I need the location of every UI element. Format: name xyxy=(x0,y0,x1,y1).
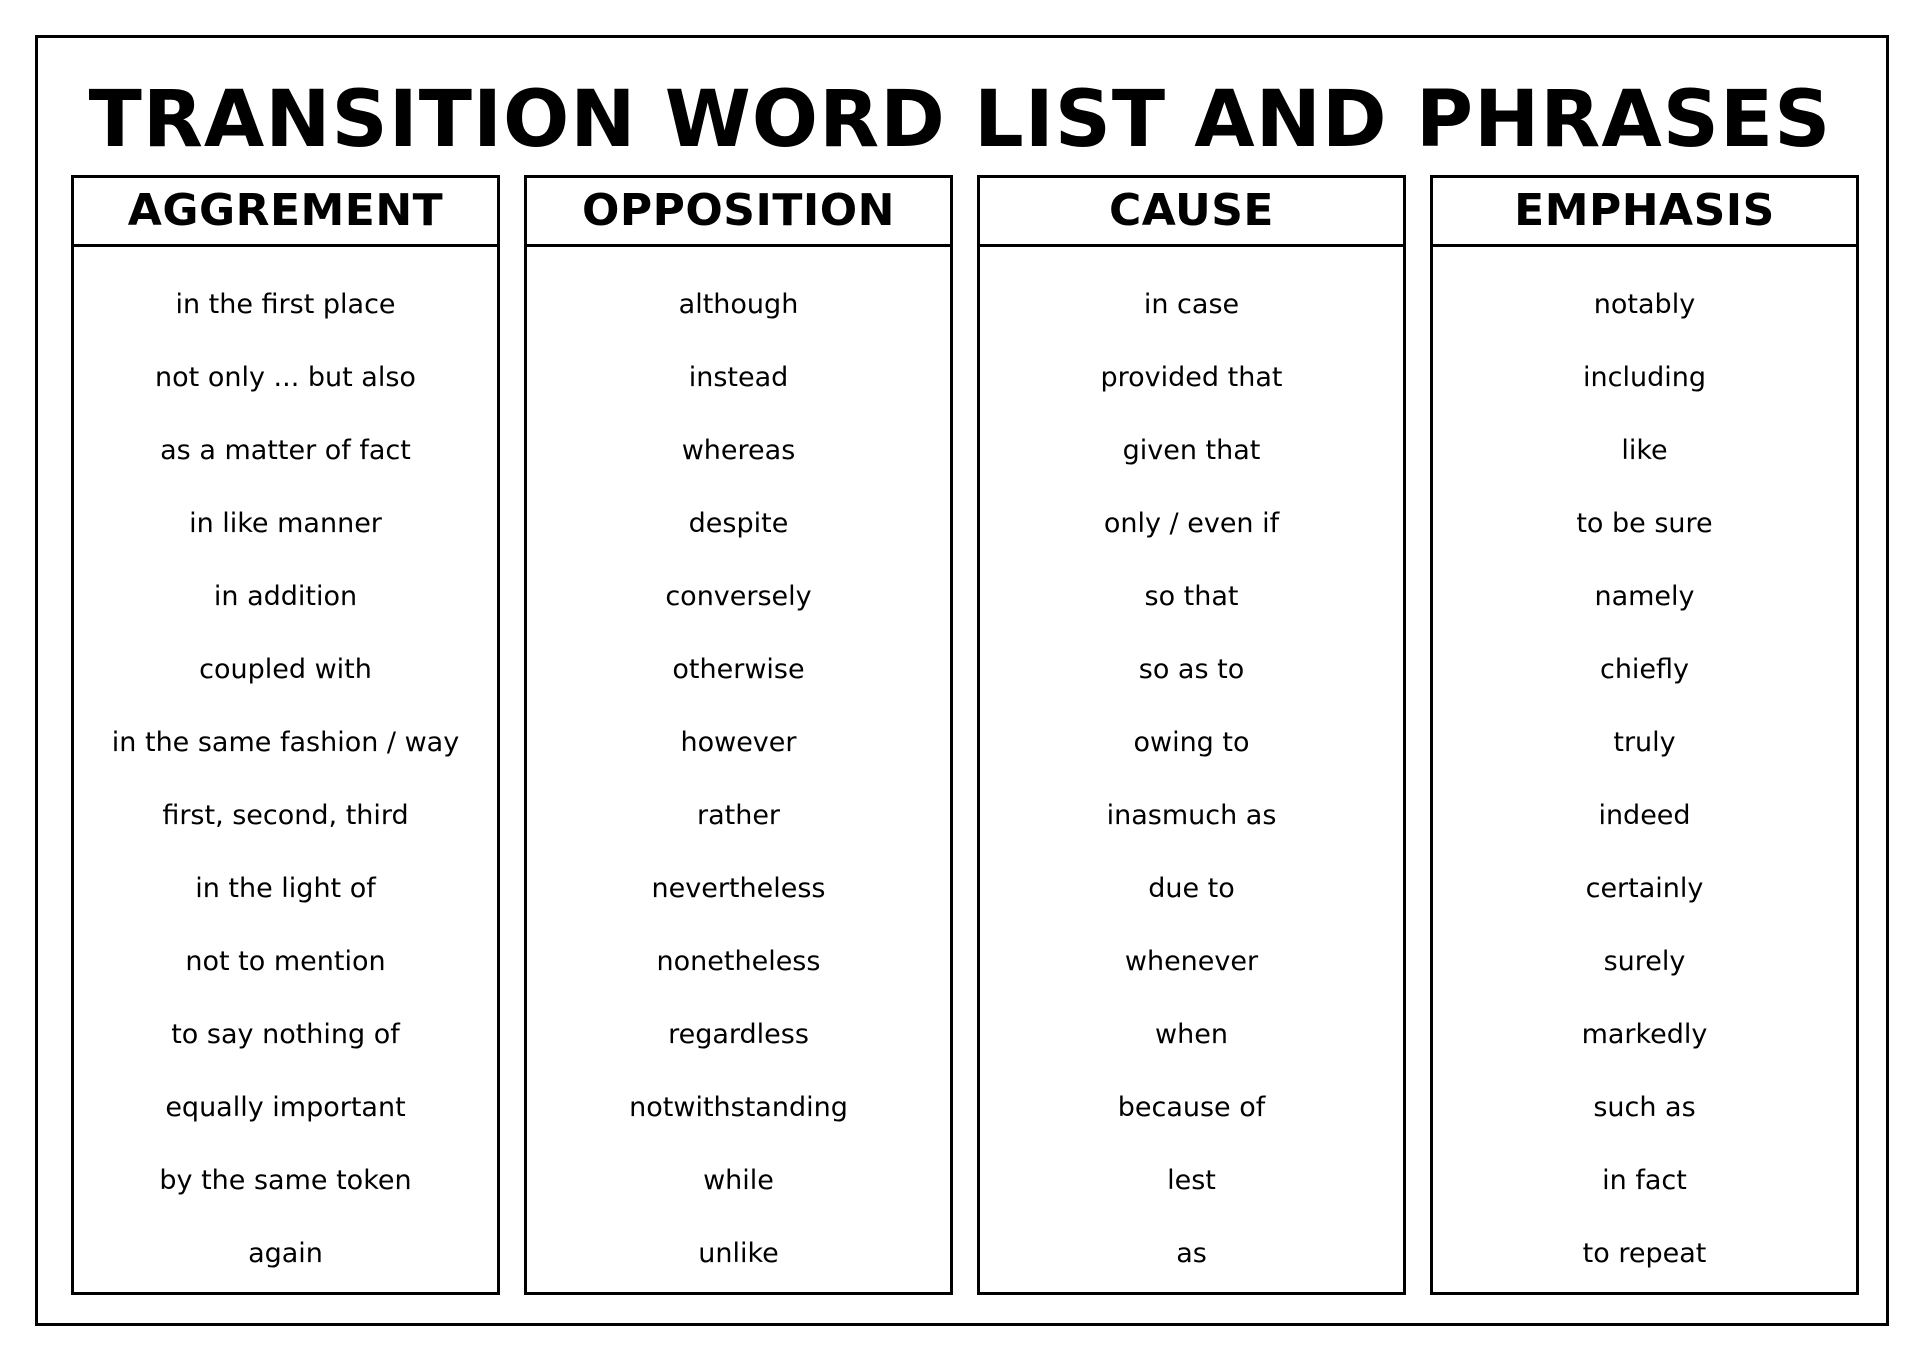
list-item: markedly xyxy=(1581,1019,1708,1050)
list-item: not only ... but also xyxy=(155,362,416,393)
list-item: as a matter of fact xyxy=(160,435,411,466)
list-item: whenever xyxy=(1124,946,1259,977)
list-item: in addition xyxy=(213,581,358,612)
list-item: including xyxy=(1583,362,1706,393)
list-item: to repeat xyxy=(1582,1238,1707,1269)
list-item: in case xyxy=(1143,289,1240,320)
list-item: such as xyxy=(1593,1092,1696,1123)
list-item: otherwise xyxy=(672,654,805,685)
list-item: in the first place xyxy=(175,289,396,320)
list-item: provided that xyxy=(1100,362,1283,393)
list-item: instead xyxy=(688,362,789,393)
list-item: inasmuch as xyxy=(1106,800,1277,831)
list-item: so as to xyxy=(1138,654,1245,685)
list-item: to be sure xyxy=(1576,508,1713,539)
list-item: truly xyxy=(1613,727,1676,758)
list-item: surely xyxy=(1603,946,1686,977)
list-item: owing to xyxy=(1133,727,1250,758)
list-item: given that xyxy=(1122,435,1261,466)
list-item: rather xyxy=(696,800,781,831)
list-item: as xyxy=(1176,1238,1207,1269)
column-emphasis xyxy=(1430,175,1859,1295)
list-item: whereas xyxy=(681,435,796,466)
column-heading: AGGREMENT xyxy=(74,178,497,247)
list-item: notably xyxy=(1593,289,1696,320)
list-item: notwithstanding xyxy=(629,1092,848,1123)
list-item: while xyxy=(703,1165,774,1196)
column-heading: OPPOSITION xyxy=(527,178,950,247)
list-item: coupled with xyxy=(199,654,372,685)
list-item: equally important xyxy=(165,1092,406,1123)
word-list xyxy=(1433,247,1856,1313)
column-heading: CAUSE xyxy=(980,178,1403,247)
list-item: lest xyxy=(1167,1165,1216,1196)
column-cause xyxy=(977,175,1406,1295)
list-item: to say nothing of xyxy=(171,1019,400,1050)
list-item: when xyxy=(1155,1019,1228,1050)
column-opposition xyxy=(524,175,953,1295)
list-item: in the light of xyxy=(195,873,376,904)
list-item: chiefly xyxy=(1599,654,1690,685)
word-list xyxy=(980,247,1403,1313)
list-item: namely xyxy=(1594,581,1695,612)
word-list xyxy=(527,247,950,1313)
list-item: by the same token xyxy=(159,1165,412,1196)
columns-container xyxy=(71,175,1859,1295)
list-item: indeed xyxy=(1598,800,1691,831)
list-item: regardless xyxy=(668,1019,809,1050)
list-item: first, second, third xyxy=(162,800,409,831)
list-item: nonetheless xyxy=(656,946,821,977)
list-item: like xyxy=(1621,435,1668,466)
list-item: only / even if xyxy=(1103,508,1280,539)
list-item: nevertheless xyxy=(651,873,826,904)
column-heading: EMPHASIS xyxy=(1433,178,1856,247)
list-item: not to mention xyxy=(185,946,386,977)
list-item: because of xyxy=(1117,1092,1266,1123)
list-item: due to xyxy=(1148,873,1235,904)
list-item: however xyxy=(680,727,797,758)
list-item: in the same fashion / way xyxy=(111,727,460,758)
list-item: certainly xyxy=(1585,873,1704,904)
list-item: conversely xyxy=(665,581,812,612)
list-item: despite xyxy=(688,508,789,539)
list-item: again xyxy=(248,1238,323,1269)
column-agreement xyxy=(71,175,500,1295)
word-list xyxy=(74,247,497,1313)
list-item: unlike xyxy=(698,1238,779,1269)
list-item: in fact xyxy=(1602,1165,1687,1196)
list-item: although xyxy=(678,289,799,320)
list-item: in like manner xyxy=(189,508,382,539)
list-item: so that xyxy=(1144,581,1239,612)
page-title: TRANSITION WORD LIST AND PHRASES xyxy=(88,75,1832,165)
